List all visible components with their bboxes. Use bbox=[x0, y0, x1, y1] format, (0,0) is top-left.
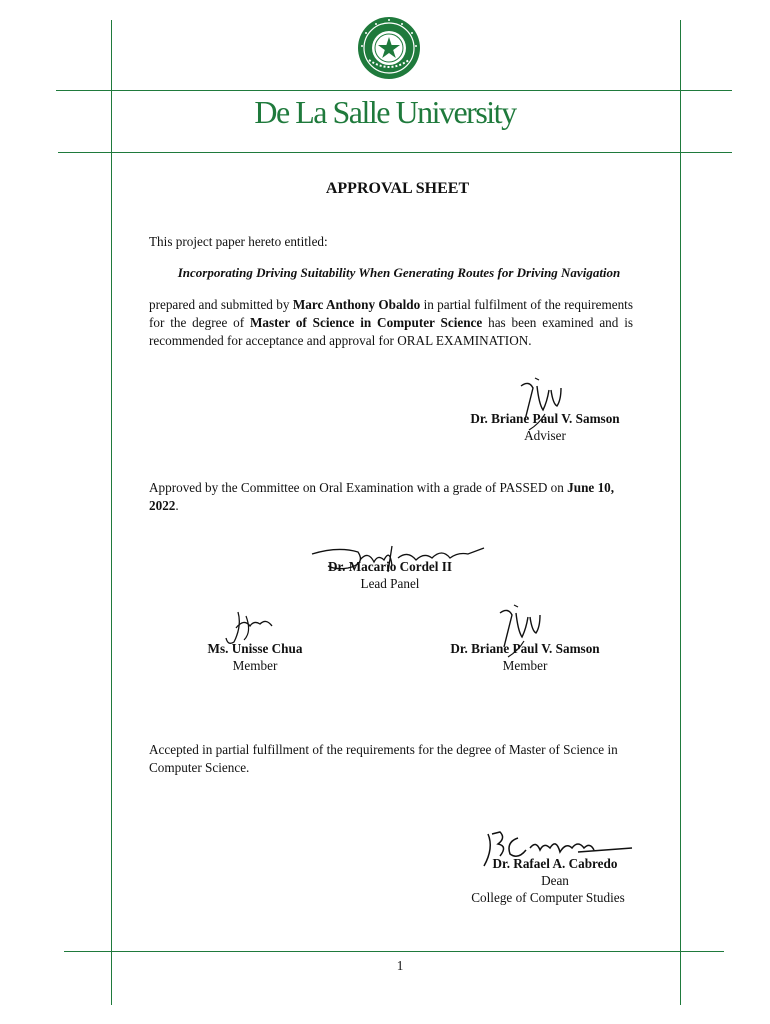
left-border-line bbox=[111, 20, 112, 1005]
university-name: De La Salle University bbox=[254, 94, 516, 130]
approved-pre: Approved by the Committee on Oral Examination with a grade of PASSED on bbox=[149, 480, 568, 495]
page-title: APPROVAL SHEET bbox=[325, 180, 470, 197]
dean-name: Dr. Rafael A. Cabredo bbox=[492, 856, 618, 871]
approved-date: June 10, 2022 bbox=[149, 480, 615, 513]
lead-panel-role: Lead Panel bbox=[360, 576, 420, 591]
dean-role: Dean bbox=[541, 873, 569, 888]
approved-paragraph bbox=[149, 479, 633, 515]
member2-name: Dr. Briane Paul V. Samson bbox=[450, 641, 600, 656]
member2-role: Member bbox=[502, 658, 548, 673]
project-title: Incorporating Driving Suitability When Generating Routes for Driving Navigation bbox=[177, 265, 621, 280]
student-name: Marc Anthony Obaldo bbox=[292, 297, 421, 312]
prepared-post: has been examined and is recommended for acceptance and approval for ORAL EXAMINATION. bbox=[149, 315, 634, 348]
header-bottom-rule bbox=[58, 152, 732, 153]
footer-rule bbox=[64, 951, 724, 952]
prepared-mid: in partial fulfilment of the requirements for the degree of bbox=[149, 297, 633, 330]
adviser-role: Adviser bbox=[524, 428, 566, 443]
page-number: 1 bbox=[396, 958, 404, 973]
intro-text: This project paper hereto entitled: bbox=[149, 234, 328, 249]
member1-name: Ms. Unisse Chua bbox=[207, 641, 303, 656]
member1-role: Member bbox=[232, 658, 278, 673]
right-border-line bbox=[680, 20, 681, 1005]
lead-panel-name: Dr. Macario Cordel II bbox=[327, 559, 453, 574]
dean-college: College of Computer Studies bbox=[471, 890, 625, 905]
university-seal-icon bbox=[357, 16, 421, 80]
degree-name: Master of Science in Computer Science bbox=[249, 315, 483, 330]
header-top-rule bbox=[56, 90, 732, 91]
prepared-paragraph bbox=[149, 296, 633, 350]
accepted-paragraph: Accepted in partial fulfillment of the requirements for the degree of Master of Science in Computer Science. bbox=[149, 742, 618, 775]
approved-post: . bbox=[175, 498, 179, 513]
adviser-name: Dr. Briane Paul V. Samson bbox=[470, 411, 620, 426]
prepared-pre: prepared and submitted by bbox=[149, 297, 293, 312]
